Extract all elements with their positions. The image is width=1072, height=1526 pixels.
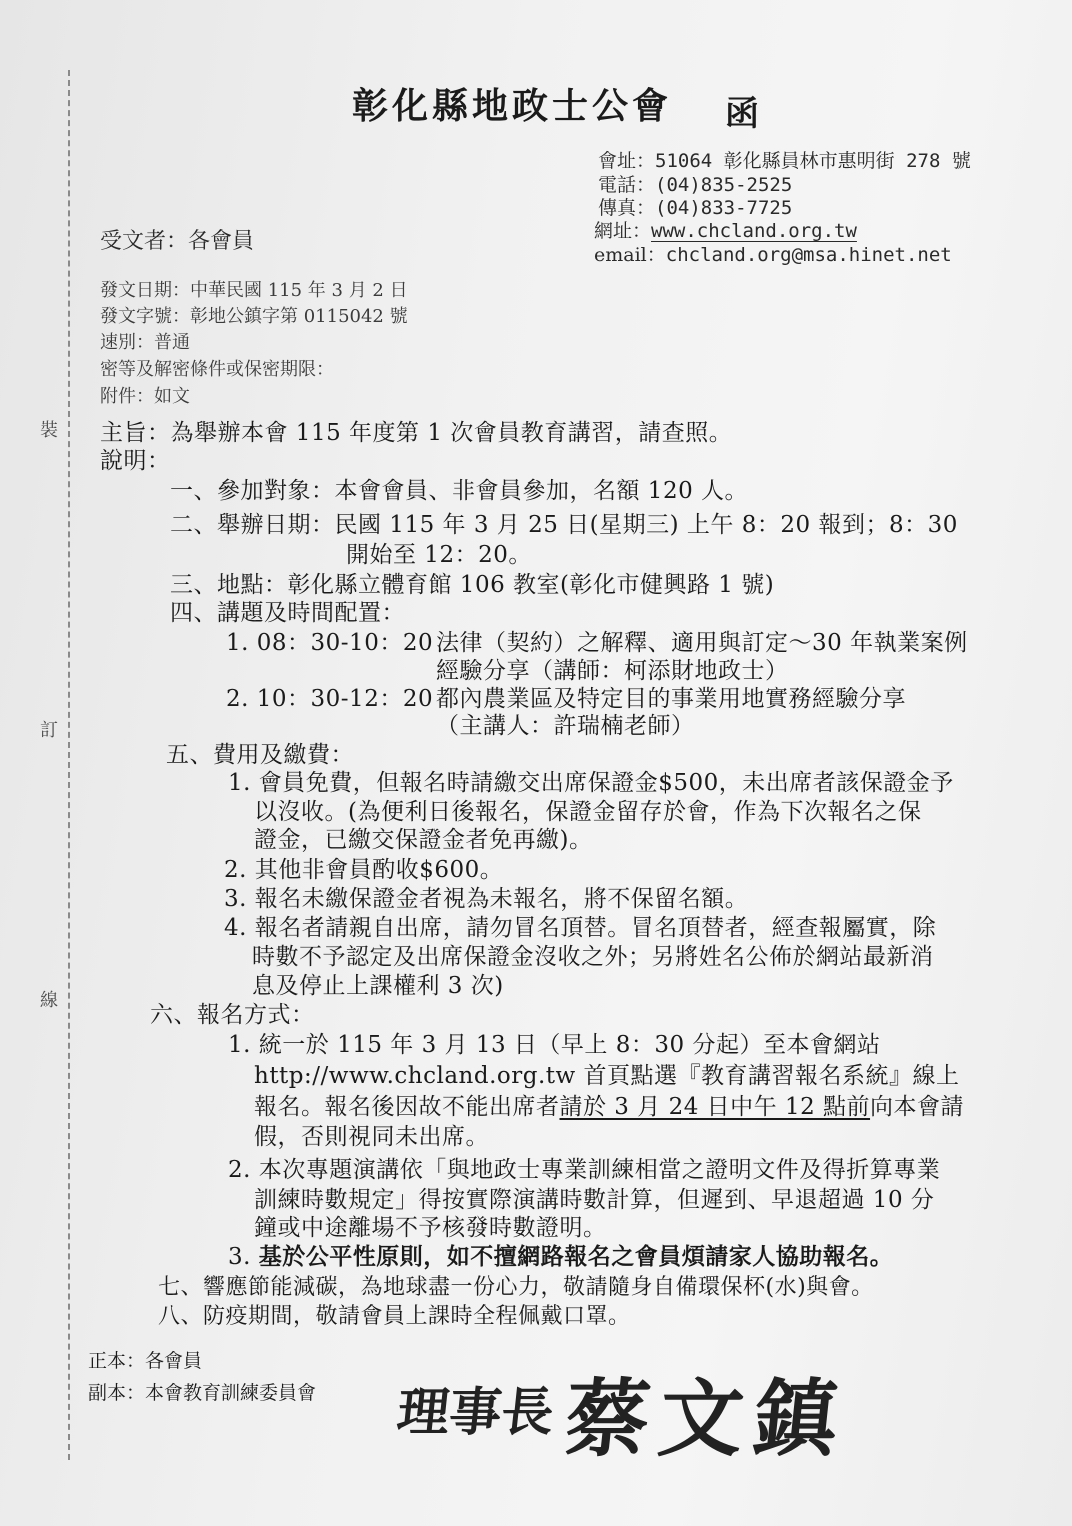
confidentiality: 密等及解密條件或保密期限： [100, 359, 334, 380]
item-7: 七、響應節能減碳，為地球盡一份心力，敬請隨身自備環保杯(水)與會。 [158, 1275, 874, 1300]
contact-email-value: chcland.org@msa.hinet.net [665, 244, 952, 266]
item-6-2-line-3: 鐘或中途離場不予核發時數證明。 [254, 1215, 607, 1241]
contact-fax-label: 傳真： [598, 197, 656, 219]
attachment: 附件：如文 [100, 386, 190, 407]
item-5-1-line-1: 1. 會員免費，但報名時請繳交出席保證金$500，未出席者該保證金予 [228, 770, 954, 796]
contact-website-label: 網址： [594, 220, 652, 242]
explanation-label: 說明： [100, 448, 171, 474]
binding-dashed-line [68, 70, 70, 1460]
original-recipient: 正本：各會員 [88, 1350, 203, 1372]
item-6-1-line-4: 假，否則視同未出席。 [254, 1124, 489, 1150]
item-4-2-line-2: （主講人：許瑞楠老師） [436, 713, 695, 739]
item-6-2-line-2: 訓練時數規定」得按實際演講時數計算，但遲到、早退超過 10 分 [254, 1187, 935, 1213]
item-6-1-line-3 [254, 1088, 964, 1121]
item-5-1-line-2: 以沒收。(為便利日後報名，保證金留存於會，作為下次報名之保 [254, 799, 922, 825]
copy-recipient: 副本：本會教育訓練委員會 [88, 1382, 317, 1404]
item-4-2-time: 2. 10：30-12：20 [226, 686, 434, 712]
contact-address-label: 會址： [598, 150, 656, 172]
recipient: 受文者：各會員 [100, 229, 255, 254]
binding-mark-ding: 訂 [40, 720, 58, 741]
item-4-1-time: 1. 08：30-10：20 [226, 630, 434, 656]
item-8: 八、防疫期間，敬請會員上課時全程佩戴口罩。 [158, 1304, 631, 1329]
contact-email [594, 240, 952, 267]
item-6-1-line-2: http://www.chcland.org.tw 首頁點選『教育講習報名系統』線上 [254, 1063, 960, 1089]
item-5-4-line-2: 時數不予認定及出席保證金沒收之外；另將姓名公佈於網站最新消 [252, 944, 934, 970]
contact-address-value: 51064 彰化縣員林市惠明街 278 號 [655, 150, 971, 172]
item-5-2: 2. 其他非會員酌收$600。 [224, 857, 504, 883]
item-5: 五、費用及繳費： [166, 742, 354, 768]
contact-fax-value: (04)833-7725 [655, 197, 793, 219]
item-5-4-line-3: 息及停止上課權利 3 次) [252, 973, 504, 999]
item-4-1-line-1: 法律（契約）之解釋、適用與訂定～30 年執業案例 [436, 630, 968, 656]
item-6-1-line-1: 1. 統一於 115 年 3 月 13 日（早上 8：30 分起）至本會網站 [228, 1032, 881, 1058]
contact-address [598, 146, 971, 173]
item-4-2-line-1: 都內農業區及特定目的事業用地實務經驗分享 [436, 686, 906, 712]
contact-website [594, 216, 857, 243]
subject-line: 主旨：為舉辦本會 115 年度第 1 次會員教育講習，請查照。 [100, 420, 733, 446]
item-5-1-line-3: 證金，已繳交保證金者免再繳)。 [254, 827, 593, 853]
item-2-line-1: 二、舉辦日期：民國 115 年 3 月 25 日(星期三) 上午 8：20 報到；8：30 [170, 512, 958, 538]
item-4: 四、講題及時間配置： [170, 600, 405, 626]
item-6-3-text: 基於公平性原則，如不擅網路報名之會員煩請家人協助報名。 [258, 1243, 894, 1270]
item-5-3: 3. 報名未繳保證金者視為未報名，將不保留名額。 [224, 886, 749, 912]
item-4-1-line-2: 經驗分享（講師：柯添財地政士） [436, 658, 789, 684]
item-1: 一、參加對象：本會會員、非會員參加，名額 120 人。 [170, 478, 749, 504]
binding-mark-zhuang: 裝 [40, 420, 58, 441]
contact-phone-value: (04)835-2525 [655, 174, 793, 196]
contact-email-label: email： [594, 244, 666, 266]
contact-phone-label: 電話： [598, 174, 656, 196]
document-title: 彰化縣地政士公會 [352, 85, 673, 127]
contact-website-value: www.chcland.org.tw [651, 220, 857, 242]
item-6-3-number: 3. [228, 1244, 251, 1270]
item-6-3 [228, 1238, 893, 1271]
document-type: 函 [725, 94, 759, 134]
item-6-1-line-3-post: 向本會請 [870, 1094, 965, 1120]
speed-class: 速別：普通 [100, 332, 190, 353]
issue-date: 發文日期：中華民國 115 年 3 月 2 日 [100, 280, 408, 301]
binding-mark-xian: 線 [40, 990, 58, 1011]
item-6-1-line-3-pre: 報名。報名後因故不能出席者 [254, 1094, 560, 1120]
signature-title: 理事長 [394, 1382, 557, 1443]
item-6-2-line-1: 2. 本次專題演講依「與地政士專業訓練相當之證明文件及得折算專業 [228, 1157, 941, 1183]
item-5-4-line-1: 4. 報名者請親自出席，請勿冒名頂替。冒名頂替者，經查報屬實，除 [224, 915, 937, 941]
signature-name: 蔡文鎮 [560, 1369, 853, 1468]
item-3: 三、地點：彰化縣立體育館 106 教室(彰化市健興路 1 號) [170, 572, 775, 598]
item-2-line-2: 開始至 12：20。 [346, 542, 532, 568]
item-6: 六、報名方式： [150, 1002, 315, 1028]
issue-number: 發文字號：彰地公鎮字第 0115042 號 [100, 306, 408, 327]
item-6-1-deadline: 請於 3 月 24 日中午 12 點前 [559, 1094, 871, 1120]
